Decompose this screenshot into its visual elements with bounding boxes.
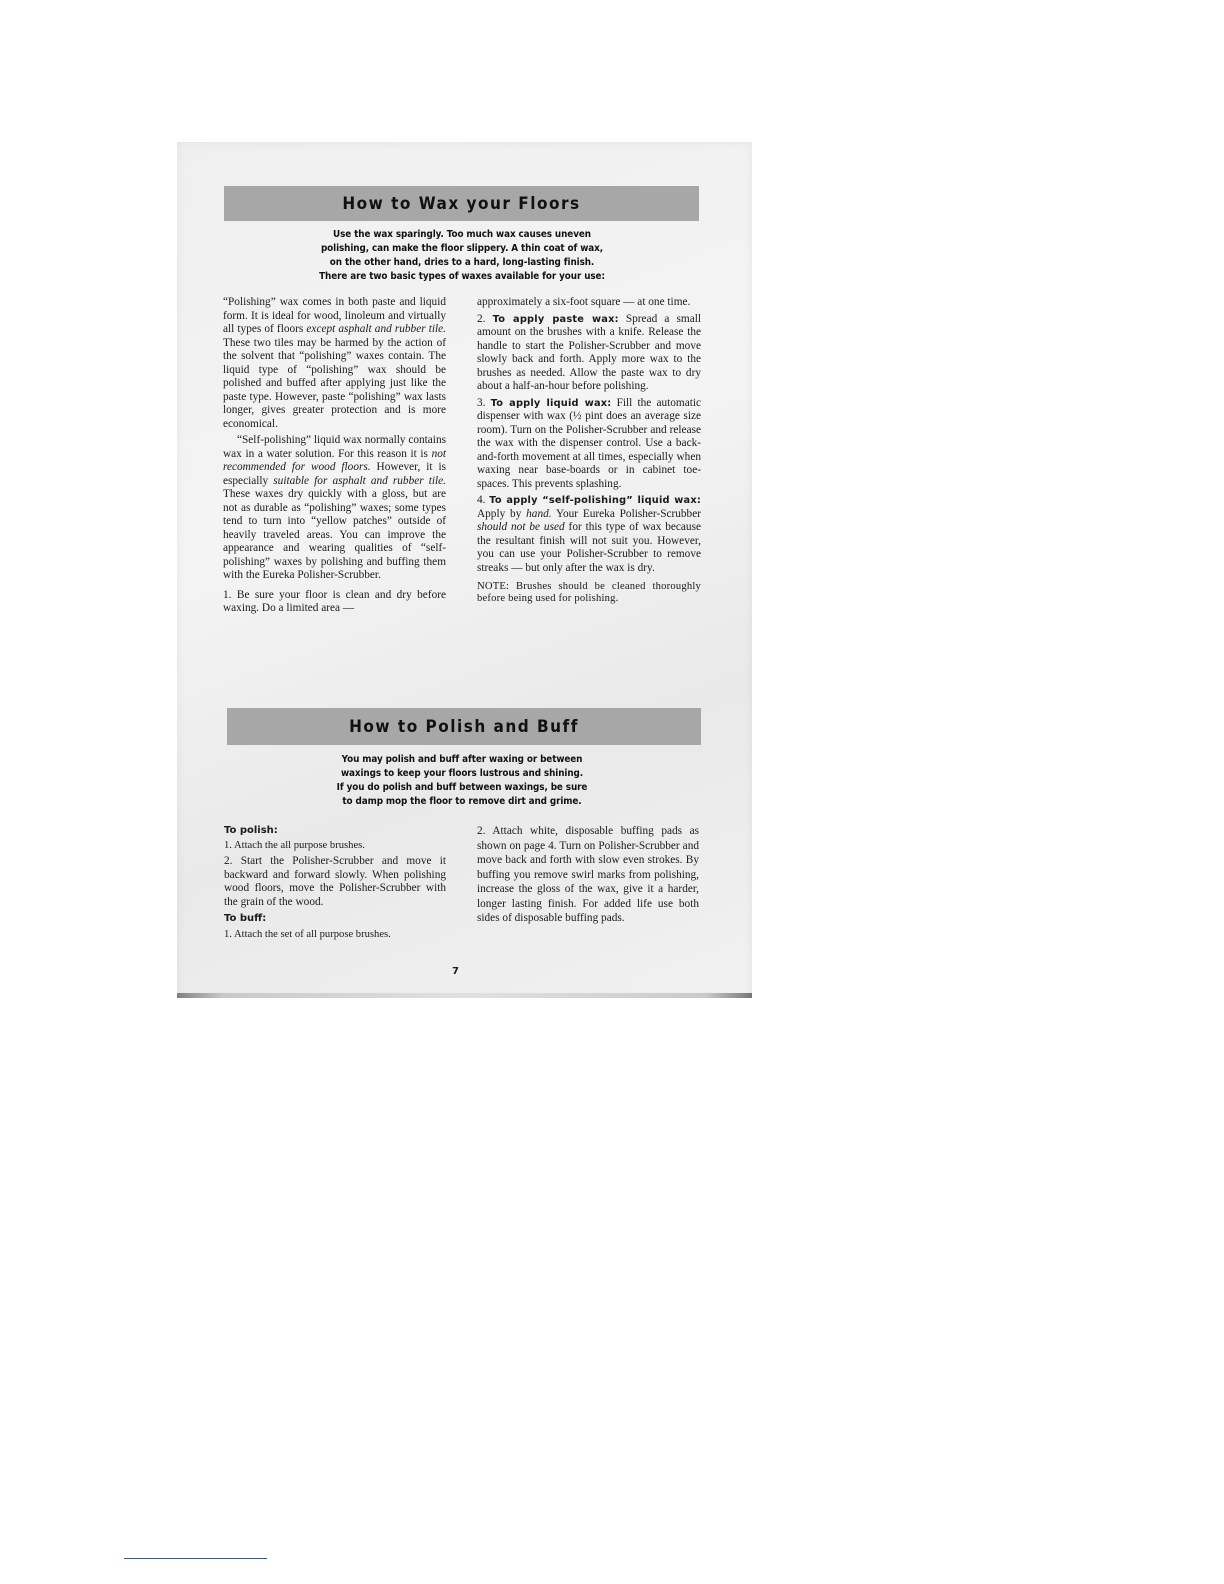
polishing-wax-paragraph xyxy=(223,296,446,431)
step-lead: To apply paste wax: xyxy=(492,313,619,325)
step-4-paragraph xyxy=(477,494,701,575)
polish-step-1: 1. Attach the all purpose brushes. xyxy=(224,839,365,851)
emphasis-text: should not be used xyxy=(477,521,565,533)
step-lead: To apply “self-polishing” liquid wax: xyxy=(489,495,701,506)
wax-intro-line: There are two basic types of waxes available for your use: xyxy=(319,271,605,282)
text-run: These two tiles may be harmed by the action of the solvent that “polishing” waxes contain. The liquid type of “polishing” wax should be polished and buffed after applying just like the paste type. However, paste “polishing” wax lasts longer, gives greater protection and is more economical. xyxy=(223,336,446,430)
polish-intro xyxy=(278,753,646,809)
wax-intro xyxy=(278,228,646,284)
note-paragraph: NOTE: Brushes should be cleaned thoroughly before being used for polishing. xyxy=(477,581,701,604)
wax-intro-line: polishing, can make the floor slippery. A thin coat of wax, xyxy=(320,243,604,254)
polish-section-header xyxy=(227,708,701,745)
text-run: Apply by xyxy=(477,507,527,520)
buff-step-2: 2. Attach white, disposable buffing pads as shown on page 4. Turn on Polisher-Scrubber and move back and forth with slow even strokes. By buffing you remove swirl marks from polishing, increase the gloss of the wax, give it a harder, longer lasting finish. For added life use both sides of disposable buffing pads. xyxy=(477,825,699,924)
polish-left-column xyxy=(224,824,446,944)
to-polish-heading: To polish: xyxy=(224,825,278,836)
text-run: Fill the automatic dispenser with wax (½ pint does an average size room). Turn on the Polisher-Scrubber and release the wax with the dispenser control. Use a back-and-forth movement at all times, especially when waxing near base-boards or in cabinet toe-spaces. This prevents splashing. xyxy=(477,396,702,490)
page-number: 7 xyxy=(452,966,459,977)
wax-intro-line: on the other hand, dries to a hard, long-lasting finish. xyxy=(329,257,595,268)
polish-intro-line: to damp mop the floor to remove dirt and grime. xyxy=(342,796,582,807)
text-run: Spread a small amount on the brushes with a knife. Release the handle to start the Polisher-Scrubber and move slowly back and forth. Apply more wax to the brushes as needed. Allow the paste wax to dry about a half-an-hour before polishing. xyxy=(477,312,701,392)
step-number: 2. xyxy=(477,312,493,325)
buff-step-1: 1. Attach the set of all purpose brushes. xyxy=(224,928,391,940)
emphasis-text: not recommended for wood floors. xyxy=(223,447,446,473)
self-polishing-paragraph xyxy=(223,434,446,583)
text-run: These waxes dry quickly with a gloss, but are not as durable as “polishing” waxes; some types tend to turn into “yellow patches” outside of heavily traveled areas. You can improve the appearance and wearing qualities of “self-polishing” waxes by polishing and buffing them with the Eureka Polisher-Scrubber. xyxy=(223,488,446,581)
polish-intro-line: waxings to keep your floors lustrous and shining. xyxy=(340,768,584,779)
wax-section-title: How to Wax your Floors xyxy=(342,193,581,214)
polish-step-2: 2. Start the Polisher-Scrubber and move it backward and forward slowly. When polishing wood floors, move the Polisher-Scrubber with the grain of the wood. xyxy=(224,855,446,908)
text-run: However, it is especially xyxy=(223,461,446,487)
text-run: “Polishing” wax comes in both paste and liquid form. It is ideal for wood, linoleum and virtually all types of floors xyxy=(223,296,446,335)
text-run: for this type of wax because the resultant finish will not suit you. However, you can use your Polisher-Scrubber to remove streaks — but only after the wax is dry. xyxy=(477,521,701,574)
polish-right-column xyxy=(477,824,699,929)
to-buff-heading: To buff: xyxy=(224,913,267,924)
emphasis-text: suitable for asphalt and rubber tile. xyxy=(273,474,446,487)
wax-intro-line: Use the wax sparingly. Too much wax causes uneven xyxy=(333,229,591,240)
polish-intro-line: If you do polish and buff between waxings, be sure xyxy=(336,782,588,793)
text-run: “Self-polishing” liquid wax normally contains wax in a water solution. For this reason it is xyxy=(223,434,446,460)
emphasis-text: except asphalt and rubber tile. xyxy=(306,323,446,335)
area-continuation: approximately a six-foot square — at one time. xyxy=(477,296,691,308)
step-number: 3. xyxy=(477,396,491,409)
wax-left-column xyxy=(223,296,446,619)
wax-section-header xyxy=(224,186,699,221)
polish-section-title: How to Polish and Buff xyxy=(349,716,579,737)
emphasis-text: hand. xyxy=(526,507,552,520)
step-2-paragraph xyxy=(477,313,701,394)
step-number: 4. xyxy=(477,494,490,506)
footnote-rule xyxy=(124,1558,267,1559)
text-run: Your Eureka Polisher-Scrubber xyxy=(551,507,701,520)
step-3-paragraph xyxy=(477,397,701,492)
step-lead: To apply liquid wax: xyxy=(490,397,612,409)
polish-intro-line: You may polish and buff after waxing or between xyxy=(341,754,583,765)
step-1-paragraph: 1. Be sure your floor is clean and dry before waxing. Do a limited area — xyxy=(223,588,446,614)
wax-right-column xyxy=(477,296,701,608)
